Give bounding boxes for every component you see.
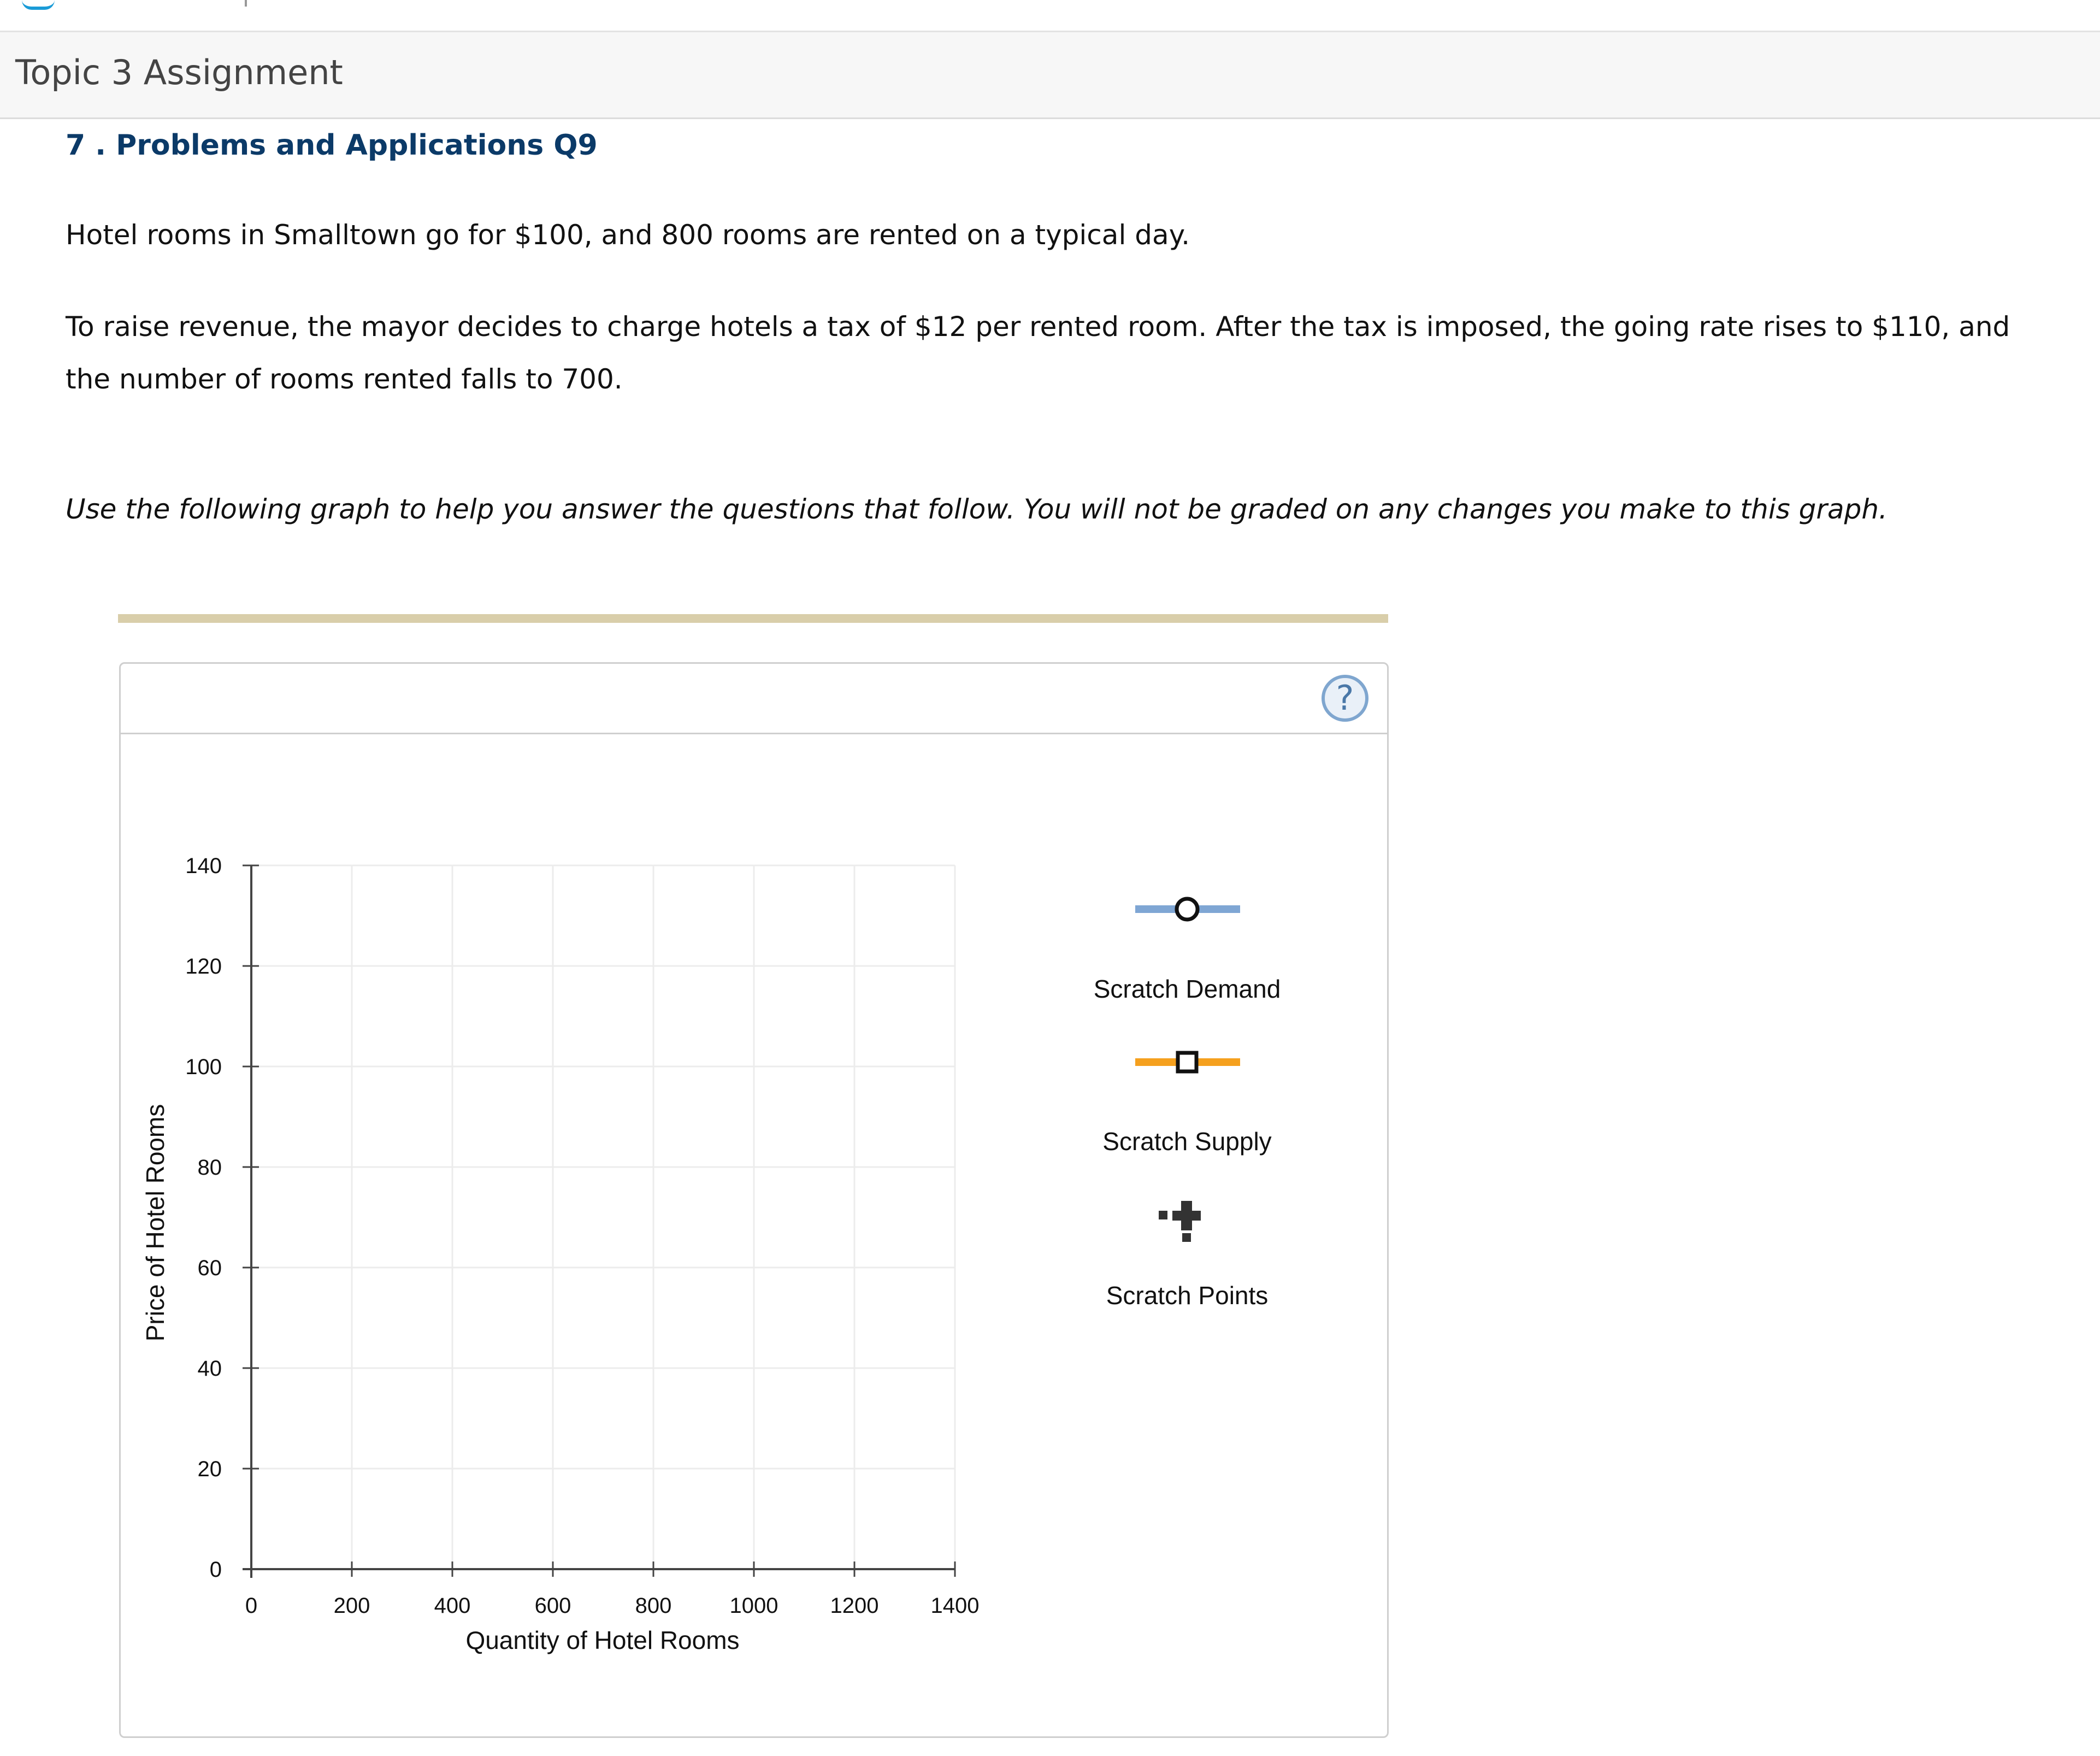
x-tick-label: 1400 xyxy=(930,1594,980,1618)
graph-panel-header xyxy=(121,664,1387,734)
x-axis-label: Quantity of Hotel Rooms xyxy=(465,1626,740,1654)
y-tick-label: 80 xyxy=(197,1156,222,1180)
y-tick-label: 0 xyxy=(209,1558,222,1582)
question-title: 7 . Problems and Applications Q9 xyxy=(66,129,598,162)
x-tick-label: 1200 xyxy=(830,1594,879,1618)
x-tick-label: 0 xyxy=(245,1594,258,1618)
circle-marker-icon xyxy=(1177,899,1198,920)
legend-label-points: Scratch Points xyxy=(1106,1281,1269,1310)
assignment-title: Topic 3 Assignment xyxy=(15,52,343,92)
x-tick-label: 800 xyxy=(635,1594,672,1618)
header-divider xyxy=(245,0,247,7)
x-tick-label: 200 xyxy=(333,1594,370,1618)
x-tick-label: 600 xyxy=(534,1594,571,1618)
legend-label-supply: Scratch Supply xyxy=(1102,1127,1272,1156)
help-icon[interactable]: ? xyxy=(1322,675,1368,722)
y-tick-label: 100 xyxy=(185,1055,222,1079)
section-divider xyxy=(118,614,1388,623)
question-paragraph-2: To raise revenue, the mayor decides to charge hotels a tax of $12 per rented room. After the tax is imposed, the going rate rises to $110, and the number of rooms rented falls to 700. xyxy=(66,311,2010,395)
question-paragraph-1: Hotel rooms in Smalltown go for $100, and 800 rooms are rented on a typical day. xyxy=(66,219,1190,251)
x-tick-label: 400 xyxy=(434,1594,471,1618)
top-header-strip xyxy=(0,0,2100,32)
y-tick-label: 20 xyxy=(197,1457,222,1481)
x-tick-label: 1000 xyxy=(729,1594,778,1618)
y-tick-label: 60 xyxy=(197,1256,222,1280)
square-marker-icon xyxy=(1178,1053,1196,1071)
y-tick-label: 40 xyxy=(197,1357,222,1381)
logo-icon xyxy=(22,0,55,10)
y-axis-label: Price of Hotel Rooms xyxy=(141,1104,169,1342)
legend-label-demand: Scratch Demand xyxy=(1093,975,1281,1003)
graph-panel xyxy=(119,662,1389,1738)
y-tick-label: 120 xyxy=(185,954,222,979)
y-tick-label: 140 xyxy=(185,854,222,878)
graph-instructions: Use the following graph to help you answer the questions that follow. You will not be graded on any changes you make to this graph. xyxy=(66,493,1887,525)
